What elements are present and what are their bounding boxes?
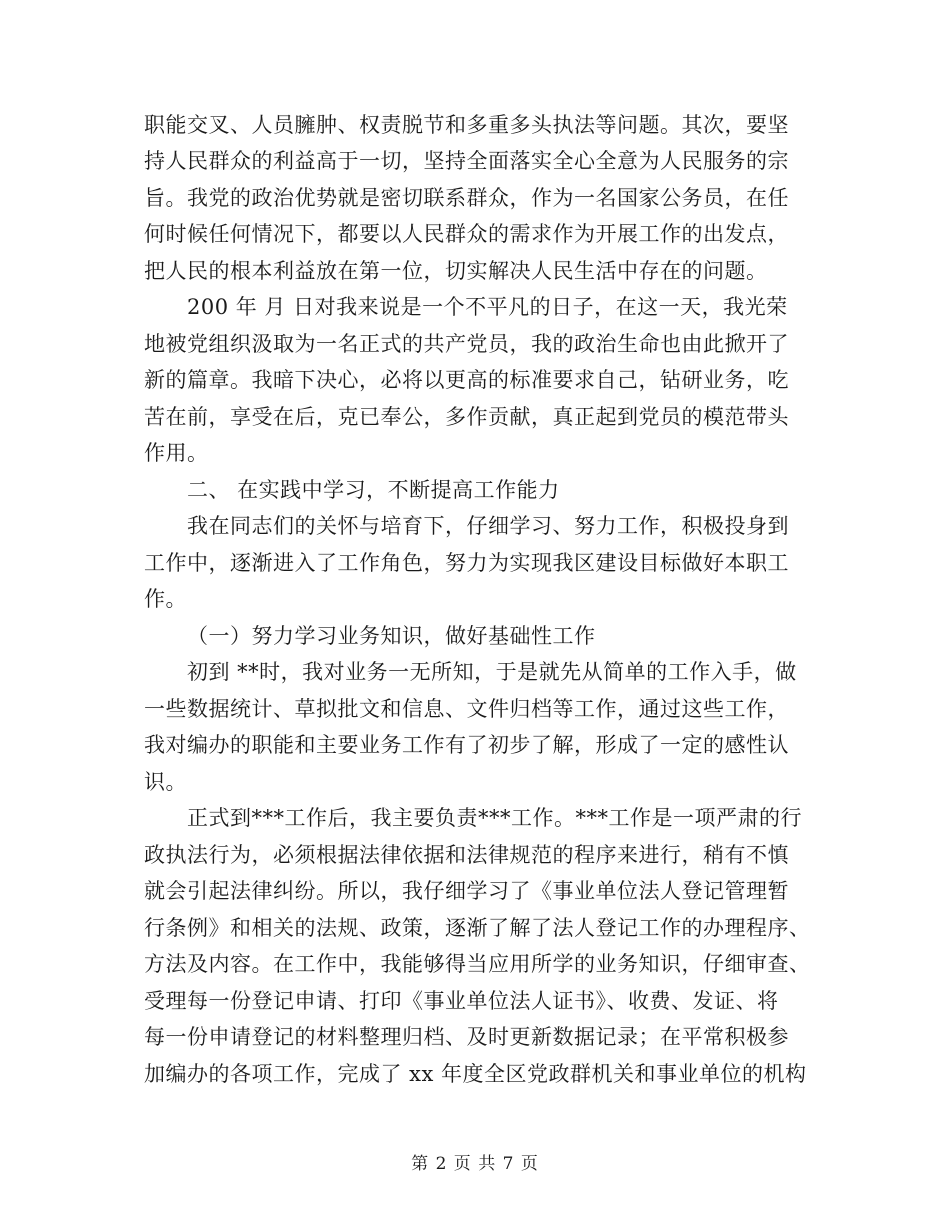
text-line: 苦在前，享受在后，克已奉公，多作贡献，真正起到党员的模范带头 [144,405,789,429]
text-line: 识。 [144,770,187,794]
subsection-heading: （一）努力学习业务知识，做好基础性工作 [187,624,596,648]
text-line: 作。 [144,587,187,611]
text-line: 每一份申请登记的材料整理归档、及时更新数据记录；在平常积极参 [144,1025,789,1049]
text-line: 就会引起法律纠纷。所以，我仔细学习了《事业单位法人登记管理暂 [144,879,789,903]
text-line: 一些数据统计、草拟批文和信息、文件归档等工作，通过这些工作， [144,697,789,721]
text-line: 我对编办的职能和主要业务工作有了初步了解，形成了一定的感性认 [144,733,789,757]
text-line: 行条例》和相关的法规、政策，逐渐了解了法人登记工作的办理程序、 [144,916,811,940]
text-line: 正式到***工作后，我主要负责***工作。***工作是一项严肃的行 [187,806,802,830]
text-line: 我在同志们的关怀与培育下，仔细学习、努力工作，积极投身到 [187,514,789,538]
text-line: 把人民的根本利益放在第一位，切实解决人民生活中存在的问题。 [144,259,768,283]
text-line: 持人民群众的利益高于一切，坚持全面落实全心全意为人民服务的宗 [144,149,789,173]
text-line: 职能交叉、人员臃肿、权责脱节和多重多头执法等问题。其次，要坚 [144,113,789,137]
text-line: 旨。我党的政治优势就是密切联系群众，作为一名国家公务员，在任 [144,186,789,210]
text-line: 初到 **时，我对业务一无所知，于是就先从简单的工作入手，做 [187,660,797,684]
text-line: 作用。 [144,441,209,465]
text-line: 何时候任何情况下，都要以人民群众的需求作为开展工作的出发点， [144,222,789,246]
text-line: 政执法行为，必须根据法律依据和法律规范的程序来进行，稍有不慎 [144,843,789,867]
text-line: 受理每一份登记申请、打印《事业单位法人证书》、收费、发证、将 [144,989,779,1013]
text-line: 地被党组织汲取为一名正式的共产党员，我的政治生命也由此掀开了 [144,332,789,356]
text-line: 方法及内容。在工作中，我能够得当应用所学的业务知识，仔细审查、 [144,952,811,976]
section-heading: 二、 在实践中学习，不断提高工作能力 [187,478,560,502]
text-line: 新的篇章。我暗下决心，必将以更高的标准要求自己，钻研业务，吃 [144,368,789,392]
text-line: 200 年 月 日对我来说是一个不平凡的日子，在这一天，我光荣 [187,295,788,319]
text-line: 加编办的各项工作，完成了 xx 年度全区党政群机关和事业单位的机构 [144,1062,807,1086]
text-line: 工作中，逐渐进入了工作角色，努力为实现我区建设目标做好本职工 [144,551,789,575]
page-footer: 第 2 页 共 7 页 [411,1154,539,1174]
